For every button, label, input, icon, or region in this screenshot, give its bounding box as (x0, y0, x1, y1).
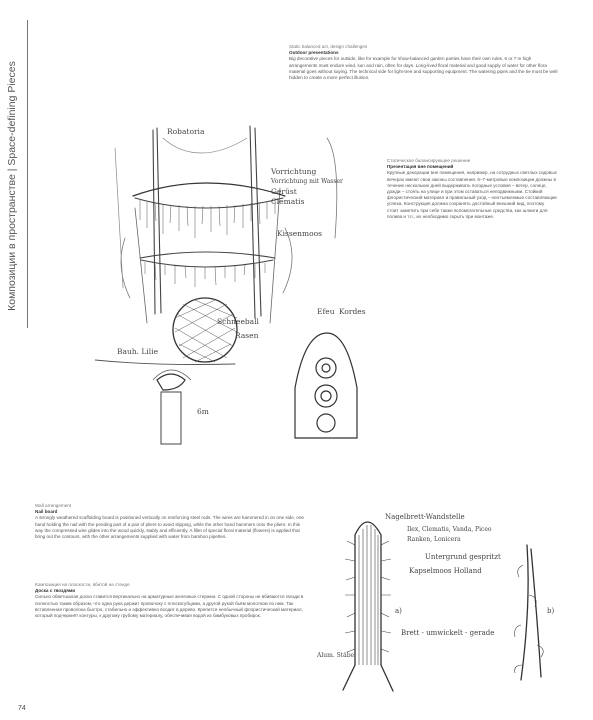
sketch-label: Efeu (317, 307, 335, 316)
sketch-label: Untergrund gespritzt (425, 553, 501, 561)
nail-board-sketch (315, 505, 583, 710)
side-title: Композиции в пространстве | Space-defining Pieces (6, 61, 18, 311)
side-divider (27, 20, 28, 328)
sketch-label: Kissenmoos (277, 229, 322, 238)
sketch-label: Clematis (271, 197, 305, 206)
sketch-label: Ranken, Lonicera (407, 536, 461, 543)
bottom-russian-text: Композиция на плоскости, вбитой на стенде Доска с гвоздями Сильно обветшалая доска ставится вертикально на арматурные железные стержни. С одной стороны не вбиваются гвозди в полностью таким образом, что одна рука держит проволоку с плоскогубцами, а другой рукой бьём молотком по ним. Так вставленная проволока быстро, стабильно и эффективно входит в дерево. Крепится необычный флористический материал, который подчеркнёт контуры, к другому грубому материалу, обеспечивая водой из бамбуковых пробирок. (35, 582, 304, 619)
top-russian-text: Статическое балансирующее решение Презентация вне помещений Крупные декорации вне помещения, например, на сотрудных светлых садовых вечерах имеют свои законы составления. 6–7-метровые композиции должны в течение нескольких дней выдерживать погодные условия – ветер, солнце, дожди – стоять на улице и при этом оставаться неподвижными. Стойкий флористический материал и правильный уход – неотъемлемые составляющие успеха. Конструкция должна сохранять достойный внешний вид, поэтому стоит заметить при себе также вспомогательные средства, как шланги для полива и т.п., их необходимо скрыть при монтаже. (387, 158, 557, 219)
sketch-label: a) (395, 607, 402, 615)
outdoor-arrangement-sketch (95, 118, 385, 448)
sketch-label: Kordes (339, 307, 366, 316)
sketch-label: Vorrichtung (271, 167, 317, 176)
page-number: 74 (18, 705, 26, 712)
sketch-label: Robatoria (167, 127, 205, 136)
sketch-label: Rasen (235, 331, 259, 340)
sketch-label: Bauh. Lilie (117, 347, 159, 356)
sketch-label: Gerüst (271, 187, 297, 196)
sketch-label: Ilex, Clematis, Vanda, Piceo (407, 526, 492, 533)
sketch-label: Alum. Stäbe (317, 652, 355, 659)
sketch-label: Kapselmoos Holland (409, 567, 482, 575)
sketch-label: Brett - umwickelt - gerade (401, 629, 495, 637)
sketch-label: 6m (197, 407, 209, 416)
bottom-english-text: Wall arrangement Nail board A strongly weathered scaffolding board is positioned vertically on reinforcing steel rods. The wires are hammered in on one side, one hand holding the nail with the pending part of a pair of pliers to avoid slipping, while the other hand hammers onto the pliers. In this way the compressed wire glides into the wood quickly, stably and efficiently. A fillet of special floral material (flowers) is applied that bring out the contours, with the other arrangements supplied with water from bamboo pipettes. (35, 503, 304, 540)
sketch-label: Nagelbrett-Wandstelle (385, 513, 465, 521)
top-english-text: Static balanced act, design challenges Outdoor presentations Big decorative pieces for outside, like for example for show-balanced garden parties have their own rules. 6 or 7 m high arrangements must endure wind, sun and rain, often for days. Long-lived floral material and good supply of water for other flora material goes without saying. The technical side for light-tree and supporting equipment. The watering pipes and the tie must be well hidden to create a more perfect illusion. (289, 44, 558, 81)
sketch-label: Schneeball (217, 317, 259, 326)
sketch-label: Vorrichtung mit Wasser (271, 178, 343, 185)
sketch-label: b) (547, 607, 555, 615)
